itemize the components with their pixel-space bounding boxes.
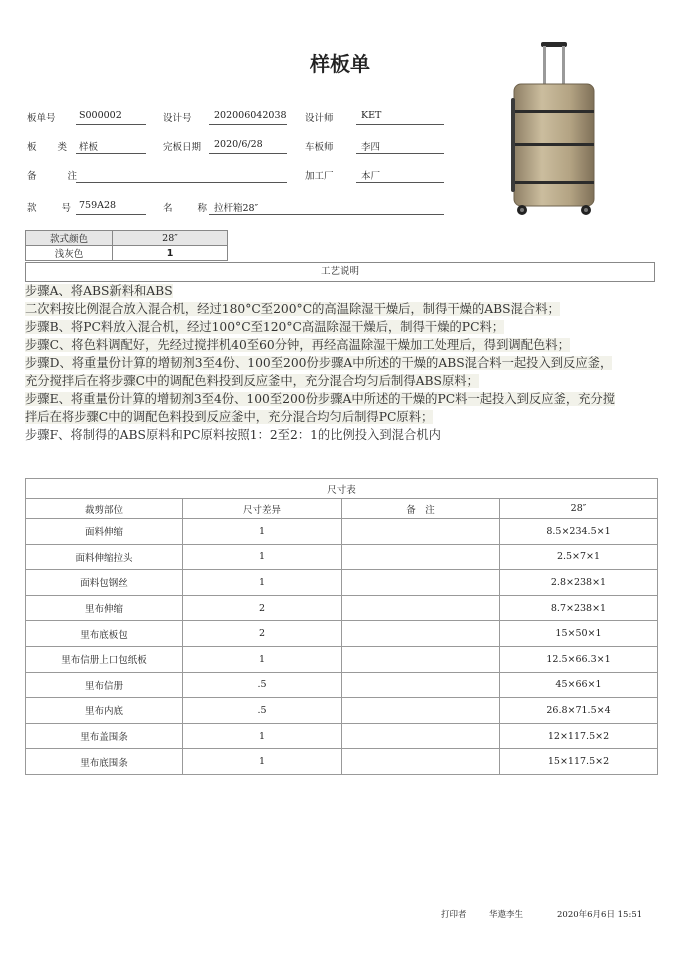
cell-remark [342, 595, 500, 621]
color-name: 浅灰色 [26, 246, 113, 261]
factory-value: 本厂 [361, 171, 381, 182]
cell-remark [342, 646, 500, 672]
designer-value: KET [361, 110, 382, 121]
cell-part: 面料包钢丝 [26, 570, 183, 596]
cell-part: 里布内底 [26, 698, 183, 724]
design-no-underline [209, 124, 287, 125]
cell-remark [342, 621, 500, 647]
name-label: 名 称 [163, 203, 208, 214]
process-text [25, 282, 660, 444]
cell-diff: 2 [183, 595, 342, 621]
size-table-caption-row [26, 479, 658, 499]
type-label: 板 类 [27, 142, 68, 153]
cell-remark [342, 519, 500, 545]
header-cut-part: 裁剪部位 [26, 499, 183, 519]
luggage-photo [508, 40, 600, 218]
color-header-style-color: 款式颜色 [26, 231, 113, 246]
cell-remark [342, 672, 500, 698]
table-row [26, 570, 658, 596]
table-row [26, 621, 658, 647]
color-table-header [26, 231, 228, 246]
cell-diff: .5 [183, 672, 342, 698]
cell-diff: .5 [183, 698, 342, 724]
color-table-row [26, 246, 228, 261]
size-table-caption: 尺寸表 [26, 479, 658, 499]
cell-diff: 1 [183, 749, 342, 775]
table-row [26, 646, 658, 672]
printer-label: 打印者 [441, 910, 467, 920]
process-line: 二次料按比例混合放入混合机，经过180°C至200°C的高温除湿干燥后，制得干燥的ABS混合料； [25, 302, 560, 316]
printer-name: 华遨李生 [489, 910, 524, 920]
cell-part: 里布信册 [26, 672, 183, 698]
cell-size: 26.8×71.5×4 [500, 698, 658, 724]
cell-part: 面料伸缩拉头 [26, 544, 183, 570]
cell-part: 里布底围条 [26, 749, 183, 775]
order-no-value: S000002 [79, 110, 122, 121]
order-no-underline [76, 124, 146, 125]
design-no-label: 设计号 [163, 113, 192, 124]
cell-size: 12×117.5×2 [500, 723, 658, 749]
table-row [26, 672, 658, 698]
process-line: 步骤D、将重量份计算的增韧剂3至4份、100至200份步骤A中所述的干燥的ABS混合料一起投入到反应釜， [25, 356, 613, 370]
cutter-label: 车板师 [305, 142, 334, 153]
process-line: 步骤A、将ABS新料和ABS [25, 284, 173, 298]
print-datetime: 2020年6月6日 15:51 [557, 910, 643, 920]
cell-size: 12.5×66.3×1 [500, 646, 658, 672]
cutter-value: 李四 [361, 142, 381, 153]
table-row [26, 749, 658, 775]
table-row [26, 544, 658, 570]
cell-remark [342, 749, 500, 775]
cell-part: 里布盖围条 [26, 723, 183, 749]
process-line: 步骤F、将制得的ABS原料和PC原料按照1：2至2：1的比例投入到混合机内 [25, 428, 441, 442]
cell-size: 8.7×238×1 [500, 595, 658, 621]
type-value: 样板 [79, 142, 99, 153]
designer-label: 设计师 [305, 113, 334, 124]
cell-diff: 1 [183, 570, 342, 596]
finish-date-value: 2020/6/28 [214, 139, 263, 150]
cell-part: 里布底板包 [26, 621, 183, 647]
name-value: 拉杆箱28″ [214, 203, 259, 214]
cell-diff: 1 [183, 544, 342, 570]
design-no-value: 202006042038 [214, 110, 287, 121]
cell-size: 15×117.5×2 [500, 749, 658, 775]
factory-underline [356, 182, 444, 183]
cell-remark [342, 723, 500, 749]
cell-diff: 1 [183, 519, 342, 545]
cell-size: 2.5×7×1 [500, 544, 658, 570]
cutter-underline [356, 153, 444, 154]
process-line: 步骤B、将PC料放入混合机，经过100°C至120°C高温除湿干燥后，制得干燥的PC料； [25, 320, 505, 334]
table-row [26, 595, 658, 621]
style-no-underline [76, 214, 146, 215]
cell-diff: 1 [183, 723, 342, 749]
style-no-label: 款 号 [27, 203, 72, 214]
cell-remark [342, 698, 500, 724]
cell-part: 面料伸缩 [26, 519, 183, 545]
cell-size: 45×66×1 [500, 672, 658, 698]
finish-date-label: 完板日期 [163, 142, 202, 153]
process-line: 拌后在将步骤C中的调配色料投到反应釜中，充分混合均匀后制得PC原料； [25, 410, 434, 424]
cell-part: 里布伸缩 [26, 595, 183, 621]
color-qty: 1 [113, 246, 228, 261]
process-line: 步骤C、将色料调配好，先经过搅拌机40至60分钟，再经高温除湿干燥加工处理后，得到调配色料； [25, 338, 570, 352]
cell-size: 2.8×238×1 [500, 570, 658, 596]
cell-size: 15×50×1 [500, 621, 658, 647]
style-no-value: 759A28 [79, 200, 117, 211]
remark-underline [76, 182, 287, 183]
process-line: 步骤E、将重量份计算的增韧剂3至4份、100至200份步骤A中所述的干燥的PC料一起投入到反应釜，充分搅 [25, 392, 616, 406]
color-table [25, 230, 228, 261]
process-line: 充分搅拌后在将步骤C中的调配色料投到反应釜中，充分混合均匀后制得ABS原料； [25, 374, 479, 388]
cell-diff: 2 [183, 621, 342, 647]
header-size-diff: 尺寸差异 [183, 499, 342, 519]
header-size-28: 28″ [500, 499, 658, 519]
remark-label: 备 注 [27, 171, 78, 182]
size-table [25, 478, 658, 775]
size-table-header [26, 499, 658, 519]
header-remark: 备 注 [342, 499, 500, 519]
type-underline [76, 153, 146, 154]
cell-remark [342, 570, 500, 596]
table-row [26, 519, 658, 545]
cell-diff: 1 [183, 646, 342, 672]
table-row [26, 698, 658, 724]
cell-part: 里布信册上口包纸板 [26, 646, 183, 672]
process-title: 工艺说明 [25, 262, 655, 282]
finish-date-underline [209, 153, 287, 154]
order-no-label: 板单号 [27, 113, 56, 124]
cell-size: 8.5×234.5×1 [500, 519, 658, 545]
cell-remark [342, 544, 500, 570]
color-header-size: 28″ [113, 231, 228, 246]
name-underline [209, 214, 444, 215]
designer-underline [356, 124, 444, 125]
table-row [26, 723, 658, 749]
factory-label: 加工厂 [305, 171, 334, 182]
page-title: 样板单 [310, 52, 370, 76]
